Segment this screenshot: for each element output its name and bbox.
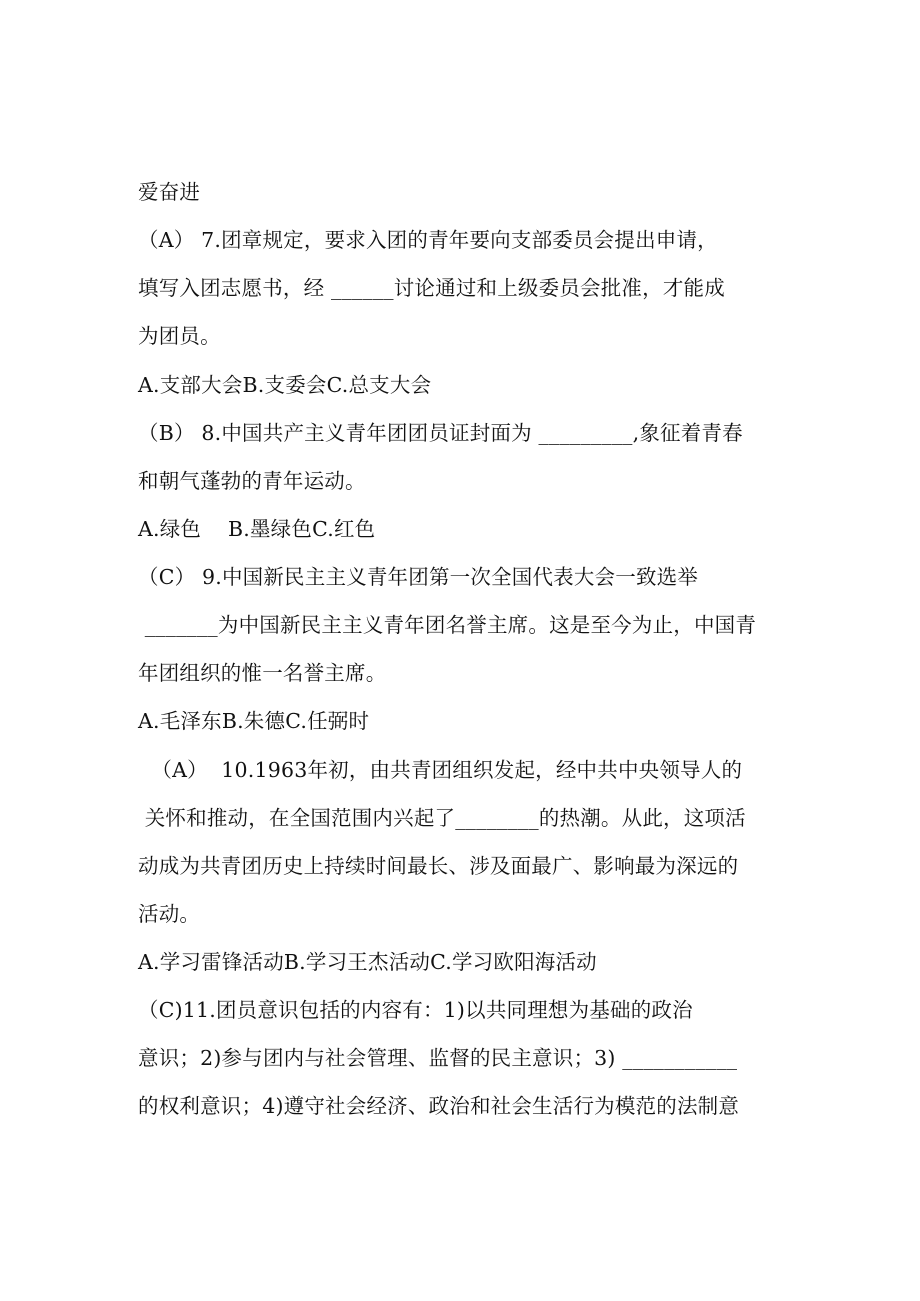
question-11-line-1: （C)11.团员意识包括的内容有：1)以共同理想为基础的政治: [138, 998, 693, 1022]
question-7-line-1: （A） 7.团章规定，要求入团的青年要向支部委员会提出申请，: [138, 228, 718, 252]
question-10-options: A.学习雷锋活动B.学习王杰活动C.学习欧阳海活动: [138, 950, 597, 974]
question-9-line-1: （C） 9.中国新民主主义青年团第一次全国代表大会一致选举: [138, 565, 699, 589]
question-10-line-3: 动成为共青团历史上持续时间最长、涉及面最广、影响最为深远的: [138, 854, 739, 878]
question-9-line-2: _______为中国新民主主义青年团名誉主席。这是至今为止，中国青: [138, 613, 757, 637]
question-7-line-2: 填写入团志愿书，经 ______讨论通过和上级委员会批准，才能成: [138, 276, 725, 300]
question-10-line-4: 活动。: [138, 902, 201, 926]
question-7-options: A.支部大会B.支委会C.总支大会: [138, 373, 432, 397]
question-8-line-1: （B） 8.中国共产主义青年团团员证封面为 _________,象征着青春: [138, 421, 743, 445]
text-line-continuation: 爱奋进: [138, 180, 201, 204]
question-10-line-1: （A） 10.1963年初，由共青团组织发起，经中共中央领导人的: [138, 758, 743, 782]
question-8-line-2: 和朝气蓬勃的青年运动。: [138, 469, 366, 493]
question-9-line-3: 年团组织的惟一名誉主席。: [138, 661, 387, 685]
question-8-options: A.绿色 B.墨绿色C.红色: [138, 517, 376, 541]
question-10-line-2: 关怀和推动，在全国范围内兴起了________的热潮。从此，这项活: [138, 806, 746, 830]
question-9-options: A.毛泽东B.朱德C.任弼时: [138, 709, 370, 733]
question-7-line-3: 为团员。: [138, 324, 221, 348]
question-11-line-3: 的权利意识；4)遵守社会经济、政治和社会生活行为模范的法制意: [138, 1094, 740, 1118]
question-11-line-2: 意识；2)参与团内与社会管理、监督的民主意识；3) ___________: [138, 1046, 738, 1070]
